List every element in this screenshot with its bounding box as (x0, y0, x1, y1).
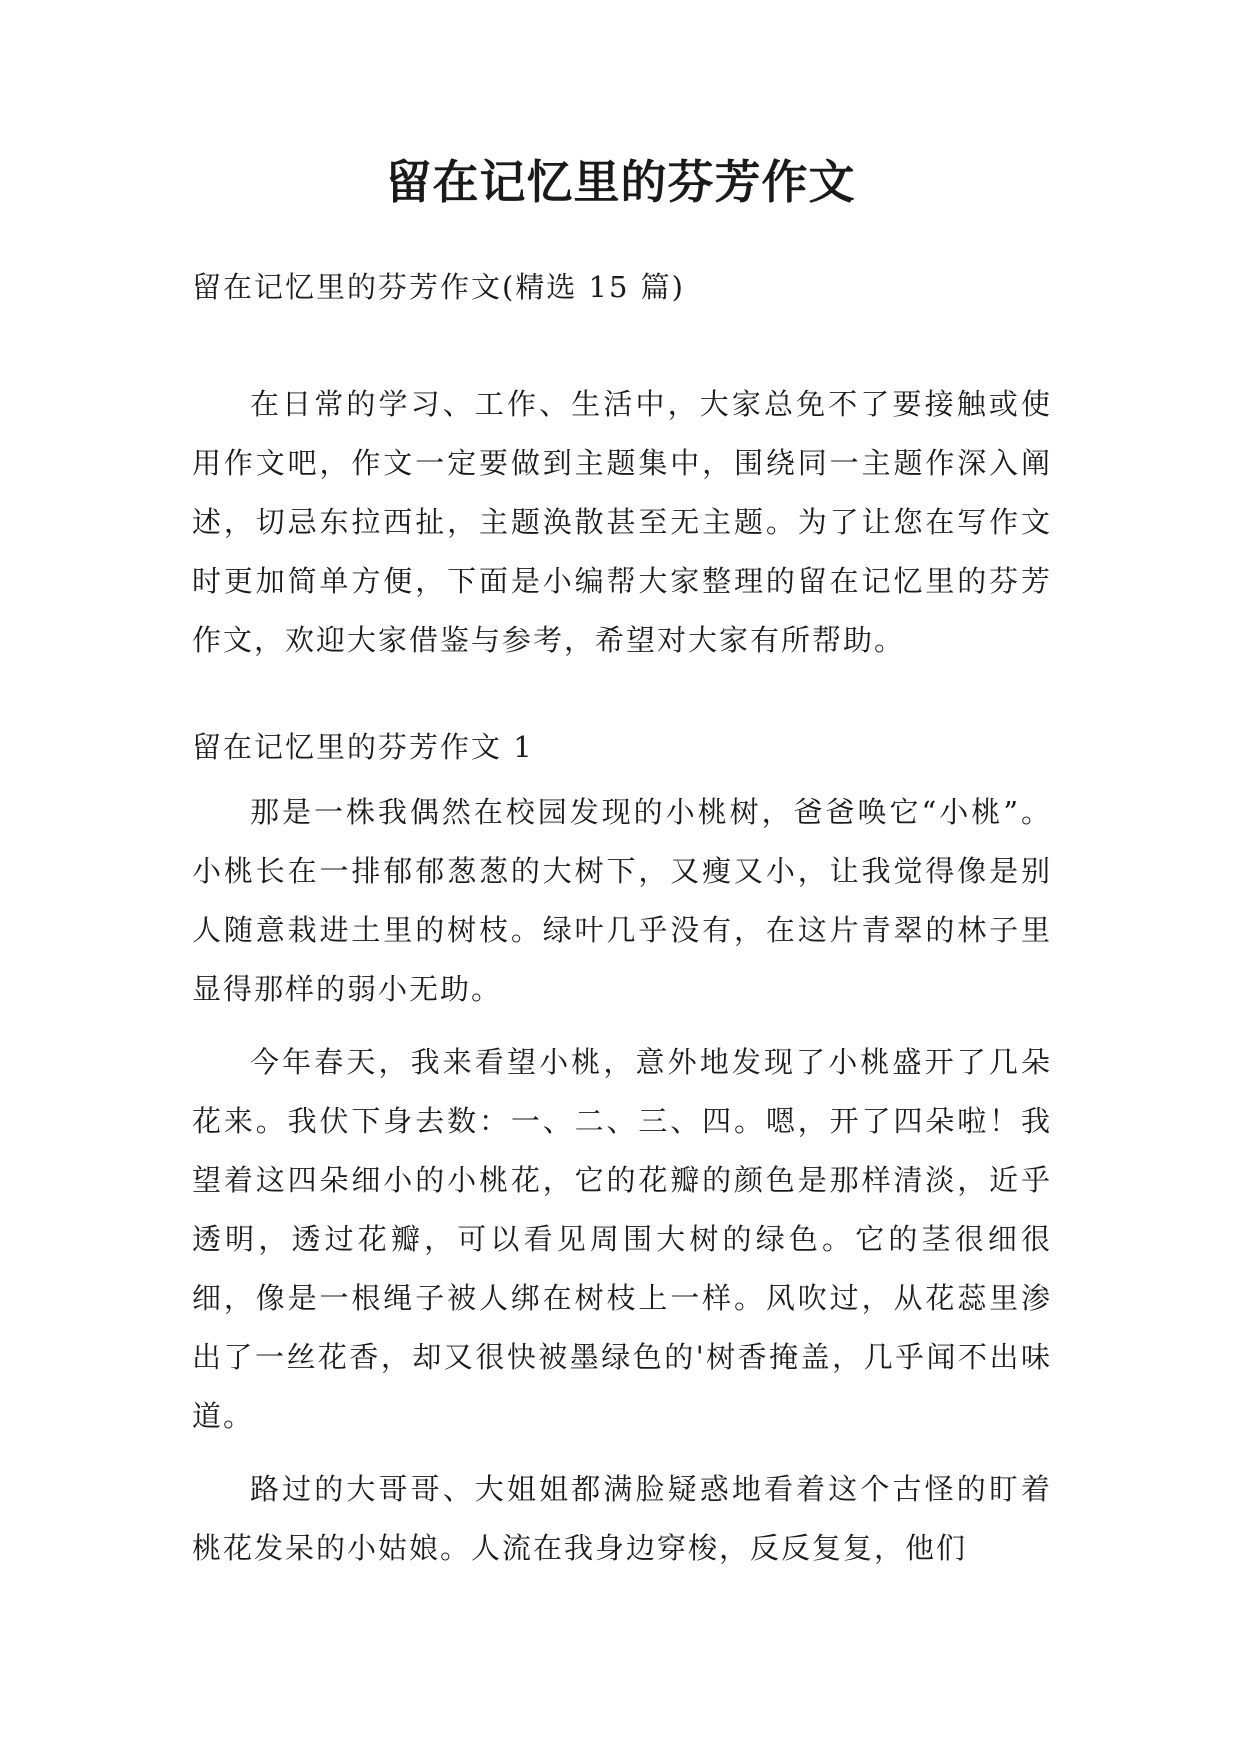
document-body (192, 258, 1052, 1592)
document-title: 留在记忆里的芬芳作文 (385, 155, 856, 209)
document-subtitle: 留在记忆里的芬芳作文(精选 15 篇) (192, 270, 685, 304)
section1-paragraph-1: 那是一株我偶然在校园发现的小桃树，爸爸唤它“小桃”。小桃长在一排郁郁葱葱的大树下，又瘦又小，让我觉得像是别人随意栽进土里的树枝。绿叶几乎没有，在这片青翠的林子里显得那样的弱小无助。 (192, 795, 1052, 1006)
section-heading-1: 留在记忆里的芬芳作文 1 (192, 730, 534, 764)
intro-paragraph: 在日常的学习、工作、生活中，大家总免不了要接触或使用作文吧，作文一定要做到主题集中，围绕同一主题作深入阐述，切忌东拉西扯，主题涣散甚至无主题。为了让您在写作文时更加简单方便，下面是小编帮大家整理的留在记忆里的芬芳作文，欢迎大家借鉴与参考，希望对大家有所帮助。 (192, 387, 1052, 657)
section1-paragraph-2: 今年春天，我来看望小桃，意外地发现了小桃盛开了几朵花来。我伏下身去数：一、二、三、四。嗯，开了四朵啦！我望着这四朵细小的小桃花，它的花瓣的颜色是那样清淡，近乎透明，透过花瓣，可以看见周围大树的绿色。它的茎很细很细，像是一根绳子被人绑在树枝上一样。风吹过，从花蕊里渗出了一丝花香，却又很快被墨绿色的'树香掩盖，几乎闻不出味道。 (192, 1045, 1052, 1433)
section1-paragraph-3: 路过的大哥哥、大姐姐都满脸疑惑地看着这个古怪的盯着桃花发呆的小姑娘。人流在我身边穿梭，反反复复，他们 (192, 1472, 1052, 1565)
